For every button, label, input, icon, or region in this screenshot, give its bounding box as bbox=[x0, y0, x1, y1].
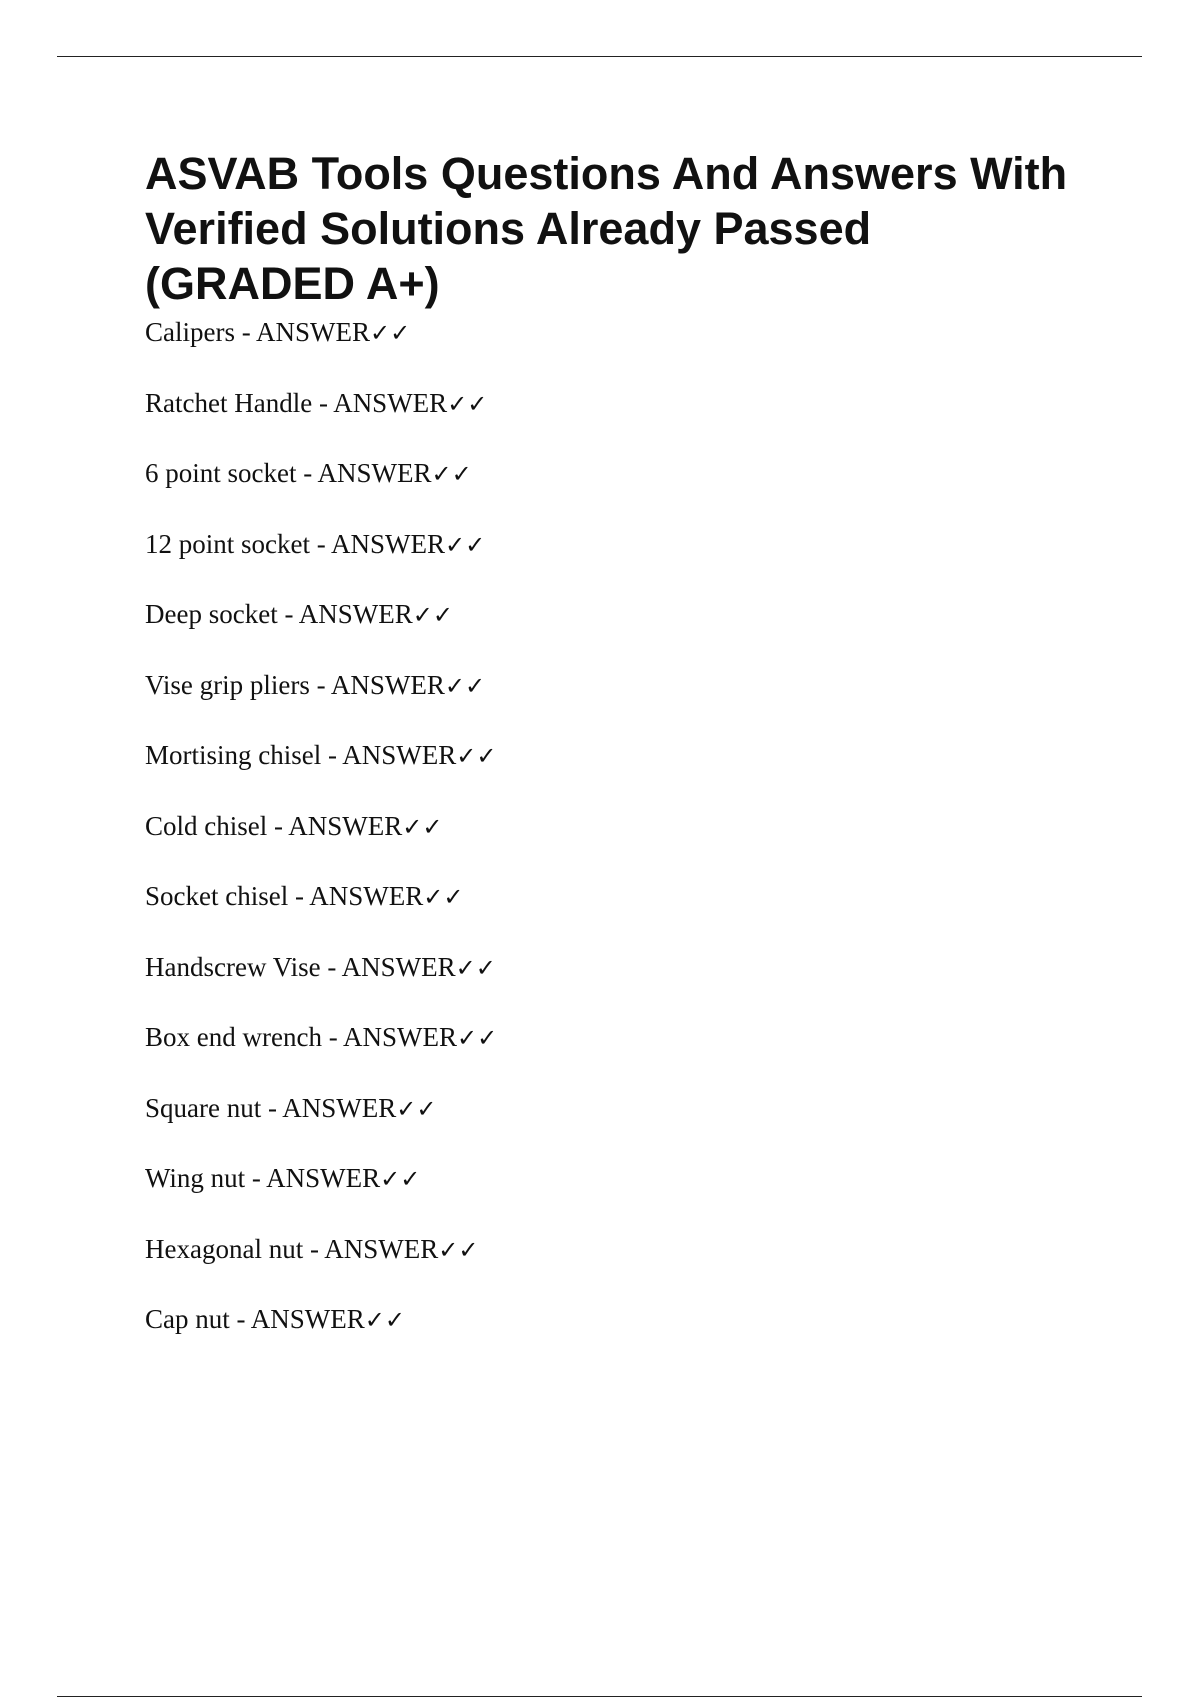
question-term: Square nut bbox=[145, 1092, 262, 1123]
answer-marker: - ANSWER bbox=[296, 458, 432, 488]
answer-marker: - ANSWER bbox=[234, 317, 370, 347]
question-term: Box end wrench bbox=[145, 1022, 322, 1052]
question-term: Wing nut bbox=[145, 1163, 246, 1193]
answer-marker: - ANSWER bbox=[312, 387, 448, 418]
list-item bbox=[145, 1019, 497, 1090]
checkmark-icon: ✓✓ bbox=[369, 319, 411, 347]
answer-marker: - ANSWER bbox=[309, 669, 445, 700]
answer-marker: - ANSWER bbox=[267, 810, 403, 841]
answer-marker: - ANSWER bbox=[288, 881, 424, 911]
list-item bbox=[145, 385, 497, 456]
list-item bbox=[145, 1090, 497, 1161]
list-item bbox=[145, 878, 497, 949]
list-item bbox=[145, 949, 497, 1020]
list-item bbox=[145, 1231, 497, 1302]
list-item bbox=[145, 1301, 497, 1372]
question-term: Socket chisel bbox=[145, 881, 289, 911]
question-term: Cold chisel bbox=[145, 810, 268, 841]
checkmark-icon: ✓✓ bbox=[456, 1024, 498, 1052]
question-term: 6 point socket bbox=[145, 458, 297, 488]
question-term: Cap nut bbox=[145, 1304, 230, 1334]
answer-marker: - ANSWER bbox=[321, 1022, 457, 1052]
answer-marker: - ANSWER bbox=[303, 1233, 439, 1264]
list-item bbox=[145, 808, 497, 879]
question-term: Hexagonal nut bbox=[145, 1233, 304, 1264]
question-term: Mortising chisel bbox=[145, 740, 322, 770]
checkmark-icon: ✓✓ bbox=[396, 1094, 437, 1123]
checkmark-icon: ✓✓ bbox=[444, 671, 486, 700]
answer-marker: - ANSWER bbox=[261, 1092, 397, 1123]
answer-marker: - ANSWER bbox=[321, 740, 457, 770]
checkmark-icon: ✓✓ bbox=[423, 883, 464, 911]
answer-marker: - ANSWER bbox=[320, 951, 456, 982]
checkmark-icon: ✓✓ bbox=[380, 1165, 421, 1193]
question-term: 12 point socket bbox=[145, 528, 310, 559]
question-term: Handscrew Vise bbox=[145, 951, 321, 982]
page-title: ASVAB Tools Questions And Answers With Verified Solutions Already Passed (GRADED A+) bbox=[145, 148, 1068, 309]
answer-marker: - ANSWER bbox=[277, 599, 413, 629]
checkmark-icon: ✓✓ bbox=[447, 389, 488, 418]
question-term: Ratchet Handle bbox=[145, 387, 313, 418]
list-item bbox=[145, 314, 497, 385]
question-term: Deep socket bbox=[145, 599, 278, 629]
list-item bbox=[145, 737, 497, 808]
bottom-divider bbox=[57, 1696, 1142, 1697]
checkmark-icon: ✓✓ bbox=[364, 1306, 405, 1334]
question-list bbox=[145, 314, 497, 1372]
checkmark-icon: ✓✓ bbox=[402, 812, 443, 841]
checkmark-icon: ✓✓ bbox=[444, 530, 486, 559]
answer-marker: - ANSWER bbox=[309, 528, 445, 559]
checkmark-icon: ✓✓ bbox=[431, 460, 472, 488]
list-item bbox=[145, 667, 497, 738]
list-item bbox=[145, 526, 497, 597]
answer-marker: - ANSWER bbox=[229, 1304, 365, 1334]
list-item bbox=[145, 596, 497, 667]
list-item bbox=[145, 455, 497, 526]
checkmark-icon: ✓✓ bbox=[438, 1235, 479, 1264]
question-term: Vise grip pliers bbox=[145, 669, 310, 700]
checkmark-icon: ✓✓ bbox=[455, 953, 496, 982]
checkmark-icon: ✓✓ bbox=[412, 601, 453, 629]
answer-marker: - ANSWER bbox=[245, 1163, 381, 1193]
list-item bbox=[145, 1160, 497, 1231]
checkmark-icon: ✓✓ bbox=[456, 742, 497, 770]
question-term: Calipers bbox=[145, 317, 235, 347]
top-divider bbox=[57, 56, 1142, 57]
